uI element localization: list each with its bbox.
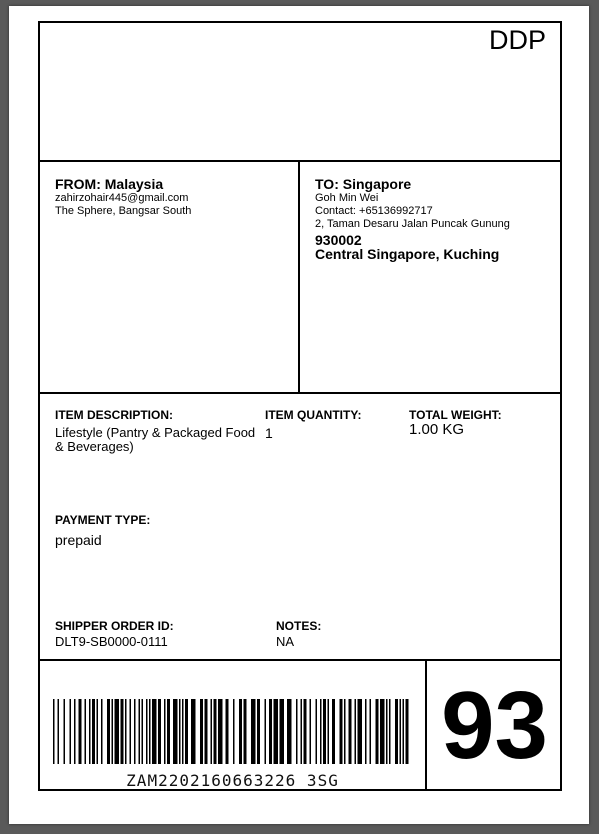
barcode-bar <box>265 699 267 764</box>
barcode-bar <box>70 699 72 764</box>
barcode-bar <box>304 699 307 764</box>
recipient-name: Goh Min Wei <box>315 192 379 204</box>
barcode-bar <box>376 699 379 764</box>
barcode-bar <box>355 699 357 764</box>
sender-address: The Sphere, Bangsar South <box>55 205 192 217</box>
barcode-bar <box>134 699 136 764</box>
barcode-bar <box>257 699 260 764</box>
sort-code: 93 <box>441 672 548 779</box>
barcode-bar <box>323 699 326 764</box>
barcode-bar <box>53 699 55 764</box>
barcode-bar <box>164 699 166 764</box>
document-page <box>9 6 589 824</box>
barcode-bar <box>280 699 285 764</box>
shipper-order-id-value: DLT9-SB0000-0111 <box>55 634 168 649</box>
barcode-section <box>40 661 560 789</box>
barcode-bar <box>218 699 223 764</box>
notes-label: NOTES: <box>276 619 322 633</box>
item-quantity-value: 1 <box>265 425 273 441</box>
item-quantity-field <box>265 408 361 440</box>
barcode-bar <box>64 699 66 764</box>
barcode-bar <box>185 699 188 764</box>
barcode-bar <box>130 699 132 764</box>
barcode-bar <box>287 699 292 764</box>
item-description-label: ITEM DESCRIPTION: <box>55 408 174 422</box>
barcode <box>53 699 413 764</box>
barcode-bar <box>233 699 235 764</box>
barcode-bar <box>310 699 312 764</box>
barcode-bar <box>158 699 161 764</box>
barcode-bar <box>167 699 170 764</box>
barcode-bar <box>239 699 242 764</box>
barcode-bar <box>395 699 398 764</box>
barcode-bar <box>403 699 405 764</box>
barcode-bar <box>97 699 99 764</box>
barcode-bar <box>125 699 127 764</box>
to-heading: TO: Singapore <box>315 176 412 192</box>
barcode-bar <box>89 699 91 764</box>
barcode-bar <box>380 699 385 764</box>
tracking-number: ZAM2202160663226 3SG <box>126 771 339 790</box>
payment-type-label: PAYMENT TYPE: <box>55 513 151 527</box>
barcode-bar <box>179 699 181 764</box>
recipient-contact: Contact: +65136992717 <box>315 205 433 217</box>
recipient-block <box>315 176 555 261</box>
barcode-bar <box>79 699 82 764</box>
divider <box>298 162 300 392</box>
barcode-bar <box>332 699 335 764</box>
shipper-order-id-field <box>55 619 174 649</box>
barcode-bar <box>205 699 208 764</box>
barcode-bar <box>211 699 213 764</box>
barcode-bar <box>296 699 298 764</box>
barcode-bar <box>92 699 95 764</box>
recipient-postcode: 930002 <box>315 232 362 248</box>
barcode-bar <box>316 699 318 764</box>
barcode-bar <box>389 699 391 764</box>
label-header <box>40 23 560 162</box>
shipping-label <box>38 21 562 791</box>
barcode-bar <box>344 699 346 764</box>
barcode-bar <box>152 699 157 764</box>
barcode-bar <box>328 699 330 764</box>
barcode-bar <box>142 699 144 764</box>
barcode-bar <box>251 699 256 764</box>
total-weight-field <box>409 408 502 437</box>
address-section <box>40 162 560 394</box>
barcode-bar <box>274 699 279 764</box>
recipient-address: 2, Taman Desaru Jalan Puncak Gunung <box>315 218 510 230</box>
barcode-bar <box>301 699 303 764</box>
barcode-bar <box>406 699 409 764</box>
barcode-bar <box>370 699 372 764</box>
item-description-line1: Lifestyle (Pantry & Packaged Food <box>55 425 256 440</box>
total-weight-value: 1.00 KG <box>409 421 465 438</box>
barcode-bar <box>269 699 272 764</box>
barcode-bar <box>365 699 367 764</box>
from-heading: FROM: Malaysia <box>55 176 164 192</box>
barcode-bar <box>386 699 388 764</box>
total-weight-label: TOTAL WEIGHT: <box>409 408 502 422</box>
barcode-bar <box>320 699 322 764</box>
notes-field <box>276 619 321 649</box>
details-section <box>40 394 560 661</box>
barcode-bar <box>200 699 203 764</box>
barcode-bar <box>107 699 110 764</box>
barcode-bar <box>340 699 343 764</box>
barcode-bar <box>74 699 76 764</box>
service-type: DDP <box>488 25 546 55</box>
barcode-bar <box>191 699 196 764</box>
shipper-order-id-label: SHIPPER ORDER ID: <box>55 619 174 633</box>
recipient-region: Central Singapore, Kuching <box>315 246 500 262</box>
payment-type-field <box>55 513 150 547</box>
item-quantity-label: ITEM QUANTITY: <box>265 408 362 422</box>
barcode-bar <box>214 699 217 764</box>
barcode-bar <box>349 699 352 764</box>
barcode-bar <box>244 699 247 764</box>
barcode-bar <box>139 699 141 764</box>
barcode-bar <box>85 699 87 764</box>
barcode-bar <box>149 699 151 764</box>
barcode-bar <box>173 699 178 764</box>
barcode-bar <box>358 699 363 764</box>
barcode-bar <box>112 699 114 764</box>
barcode-bar <box>226 699 229 764</box>
barcode-bar <box>146 699 148 764</box>
barcode-bar <box>101 699 103 764</box>
sender-block <box>55 176 290 218</box>
payment-type-value: prepaid <box>55 532 102 548</box>
barcode-bar <box>400 699 402 764</box>
notes-value: NA <box>276 634 295 649</box>
barcode-bar <box>115 699 120 764</box>
item-description-line2: & Beverages) <box>55 439 134 454</box>
sender-email: zahirzohair445@gmail.com <box>55 192 189 204</box>
barcode-bar <box>58 699 60 764</box>
barcode-bar <box>182 699 184 764</box>
item-description-field <box>55 408 270 454</box>
barcode-bar <box>121 699 124 764</box>
